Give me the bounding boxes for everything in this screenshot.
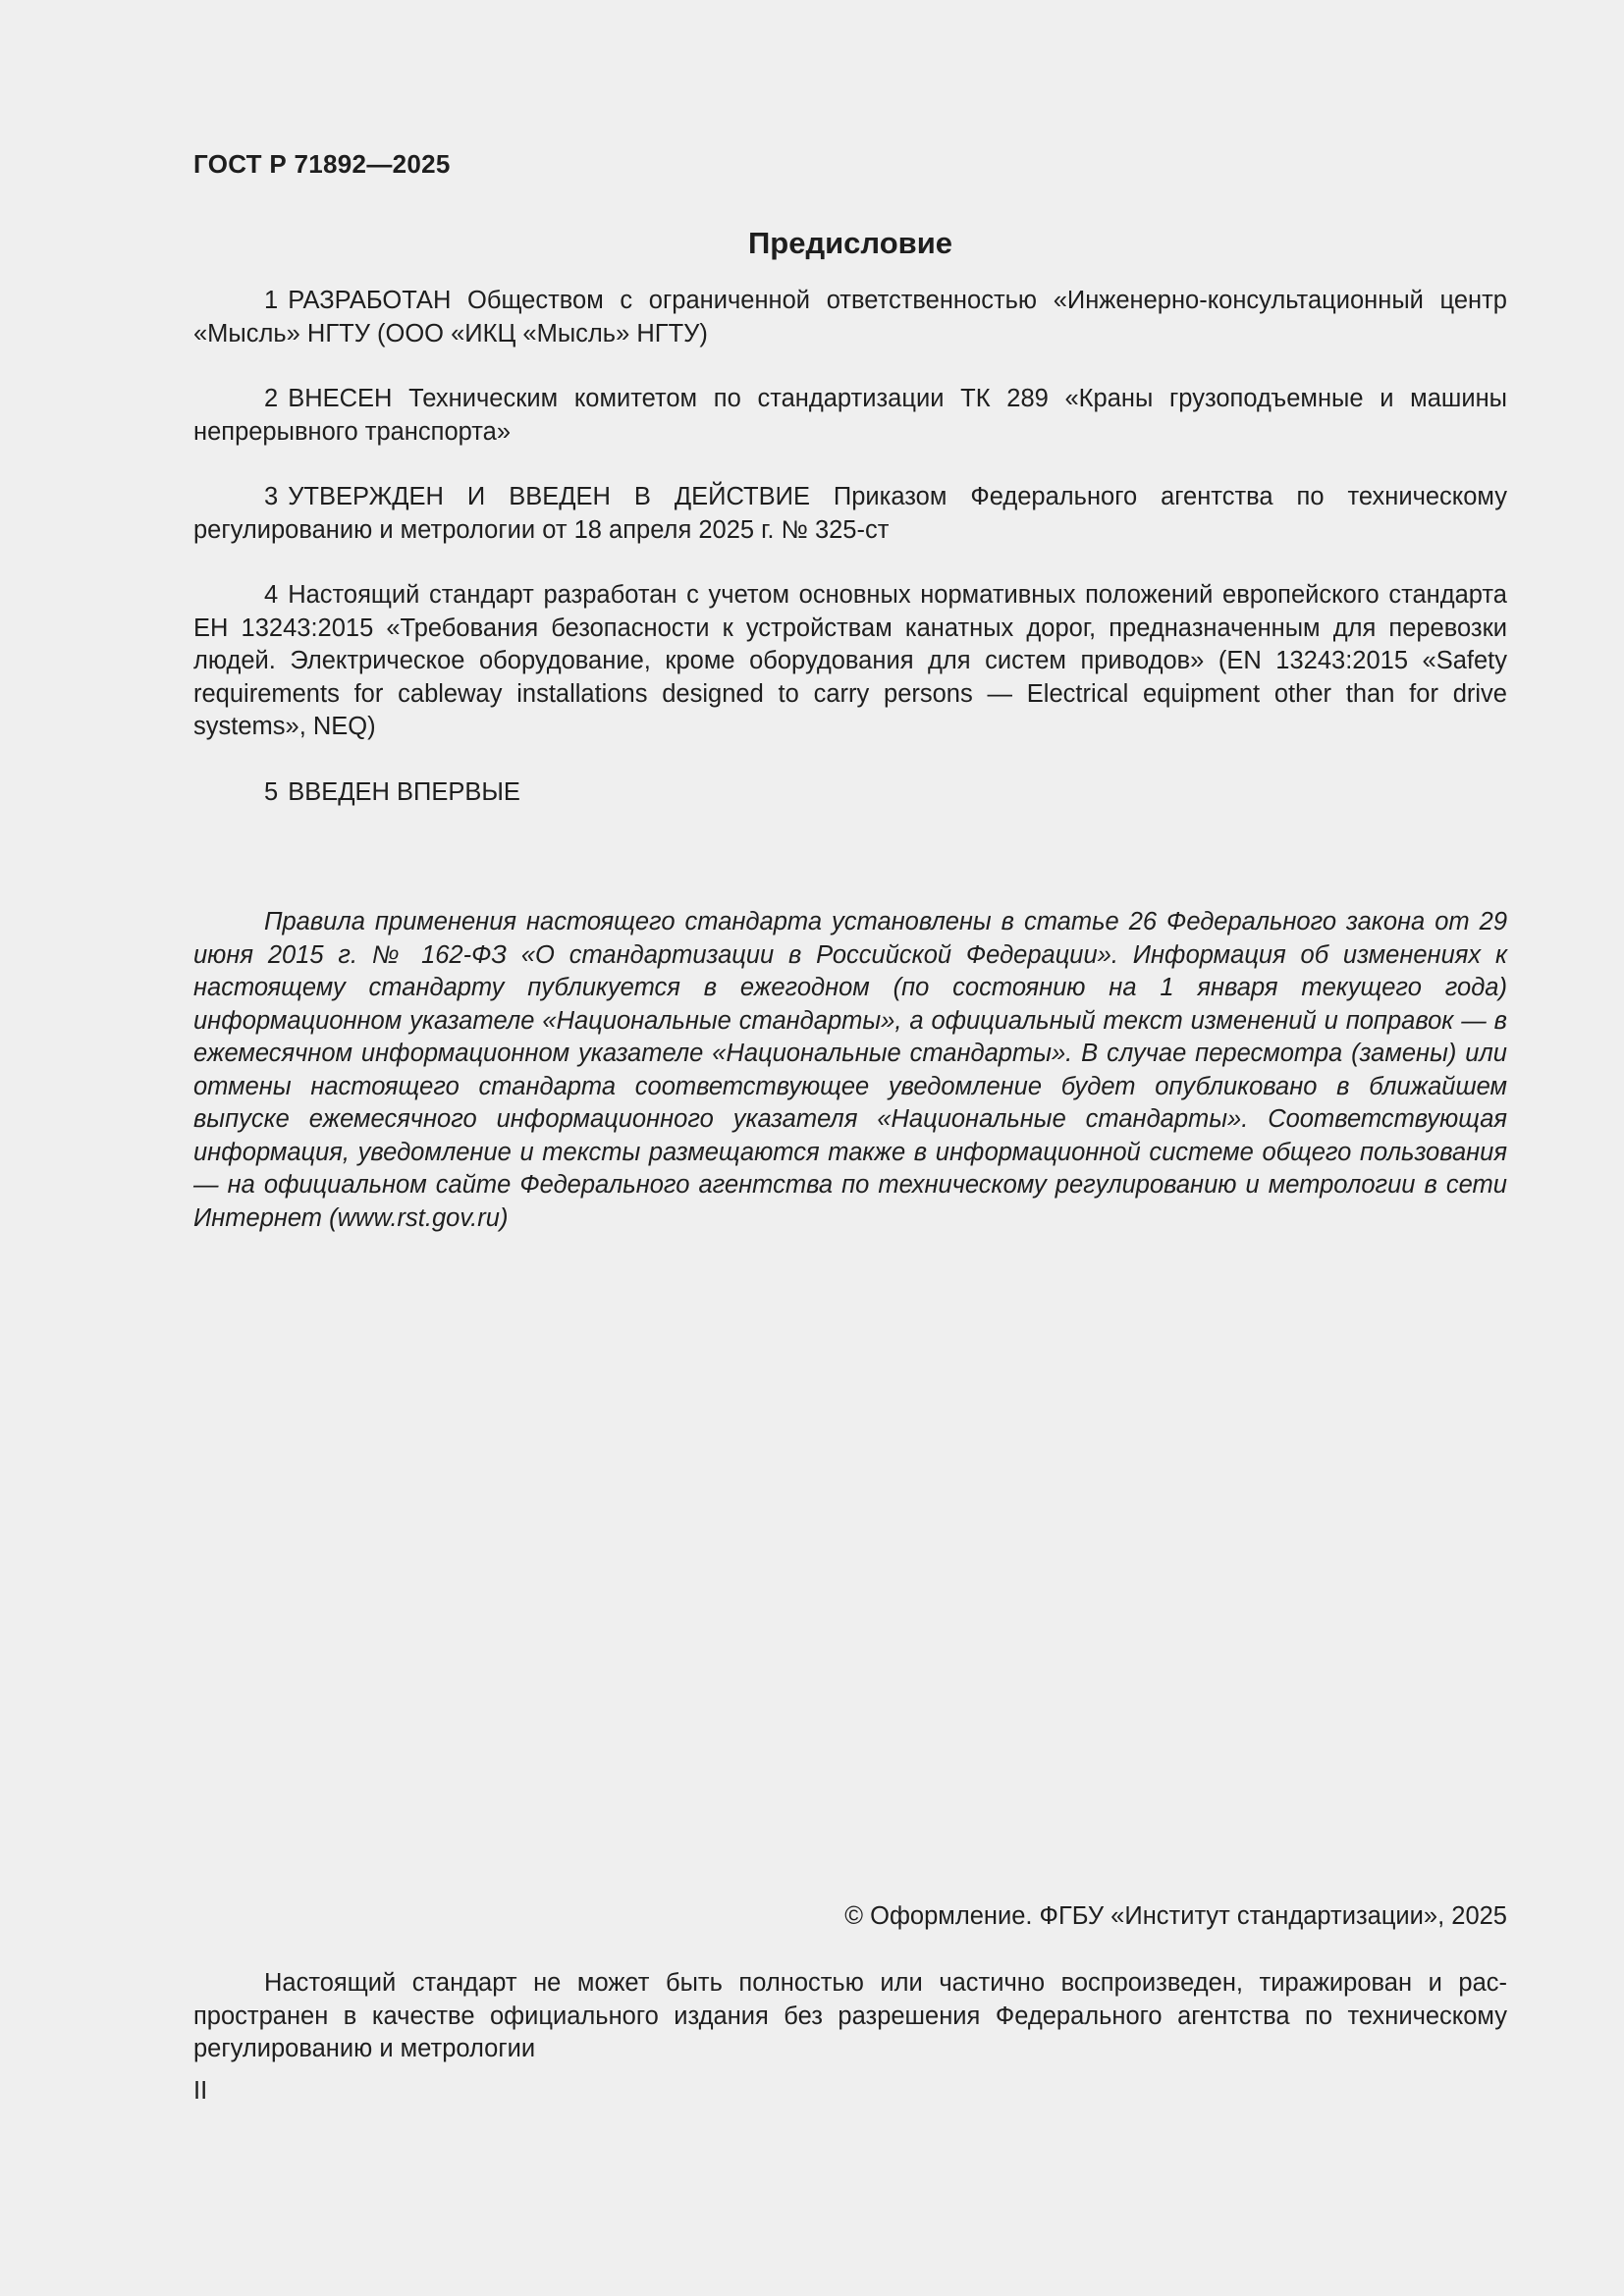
item-text: Настоящий стандарт разработан с учетом основных нормативных положений европейского стандарта ЕН 13243:2015 «Требования безопасности к устройствам канатных дорог, предназначенным для перевозки людей. Электрическое оборудование, кроме оборудования для систем приводов» (EN 13243:2015 «Safety requirements for cableway installations designed to carry persons — Electrical equipment other than for drive systems», NEQ): [193, 581, 1507, 740]
preface-item: [193, 285, 1507, 350]
item-text: ВВЕДЕН ВПЕРВЫЕ: [288, 777, 520, 806]
application-rules-notice: Правила применения настоящего стандарта установлены в статье 26 Федерального закона от 29 июня 2015 г. № 162-ФЗ «О стандартизации в Российской Федерации». Информация об изменениях к настоящему стандарту публикуется в ежегодном (по состоянию на 1 января текущего года) информационном указателе «Национальные стандарты», а официальный текст изменений и поправок — в ежемесячном информационном указателе «Национальные стандарты». В случае пересмотра (замены) или отмены настоящего стандарта соответствующее уведомление будет опубликовано в ближайшем выпуске ежемесячного информационного указателя «Национальные стандарты». Соответствующая информация, уведомление и тексты размещаются также в информационной системе общего пользования — на официальном сайте Федерального агентства по техническому регулированию и метрологии в сети Интернет (www.rst.gov.ru): [193, 908, 1507, 1232]
item-number: 2: [264, 385, 279, 412]
section-title: Предисловие: [747, 226, 952, 260]
preface-item: [193, 776, 1507, 810]
copyright-line: © Оформление. ФГБУ «Институт стандартизации», 2025: [844, 1902, 1507, 1930]
item-number: 1: [264, 287, 279, 314]
item-text: РАЗРАБОТАН Обществом с ограниченной ответственностью «Инженерно-консультационный центр «Мысль» НГТУ (ООО «ИКЦ «Мысль» НГТУ): [193, 287, 1507, 347]
page-number: II: [193, 2077, 208, 2105]
item-text: УТВЕРЖДЕН И ВВЕДЕН В ДЕЙСТВИЕ Приказом Федерального агентства по техническому регулированию и метрологии от 18 апреля 2025 г. № 325-ст: [193, 483, 1507, 544]
reproduction-notice: Настоящий стандарт не может быть полностью или частично воспроизведен, тиражирован и распространен в качестве официального издания без разрешения Федерального агентства по техническому регулированию и метрологии: [193, 1969, 1507, 2062]
document-page: [193, 0, 1507, 2296]
item-text: ВНЕСЕН Техническим комитетом по стандартизации ТК 289 «Краны грузоподъемные и машины непрерывного транспорта»: [193, 385, 1507, 446]
preface-item: [193, 481, 1507, 547]
preface-items: [193, 285, 1507, 841]
item-number: 5: [264, 777, 279, 806]
preface-item: [193, 579, 1507, 744]
preface-item: [193, 383, 1507, 449]
item-number: 4: [264, 581, 279, 609]
document-code: ГОСТ Р 71892—2025: [193, 149, 451, 179]
item-number: 3: [264, 483, 279, 510]
